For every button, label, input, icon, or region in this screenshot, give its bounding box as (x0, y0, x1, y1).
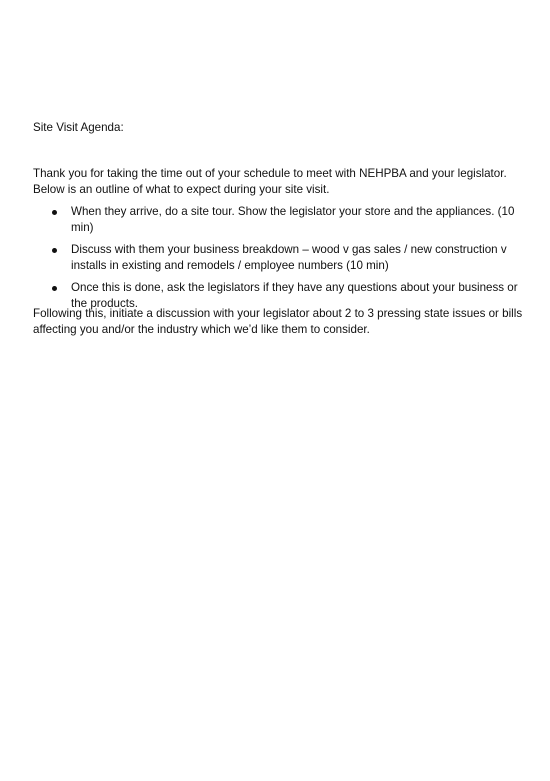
agenda-item-text: Discuss with them your business breakdown – wood v gas sales / new construction v installs in existing and remodels / employee numbers (10 min) (71, 243, 507, 272)
agenda-heading: Site Visit Agenda: (33, 121, 124, 134)
agenda-item-business-breakdown (33, 242, 523, 274)
intro-paragraph: Thank you for taking the time out of your schedule to meet with NEHPBA and your legislator. Below is an outline of what to expect during your site visit. (33, 167, 507, 196)
agenda-bullet-list (33, 204, 523, 318)
bullet-icon (52, 248, 57, 253)
agenda-item-text: When they arrive, do a site tour. Show the legislator your store and the appliances. (10 min) (71, 205, 515, 234)
agenda-item-site-tour (33, 204, 523, 236)
closing-paragraph: Following this, initiate a discussion with your legislator about 2 to 3 pressing state issues or bills affecting you and/or the industry which we’d like them to consider. (33, 307, 523, 336)
bullet-icon (52, 210, 57, 215)
bullet-icon (52, 286, 57, 291)
agenda-item-text: Once this is done, ask the legislators if they have any questions about your business or the products. (71, 281, 518, 310)
